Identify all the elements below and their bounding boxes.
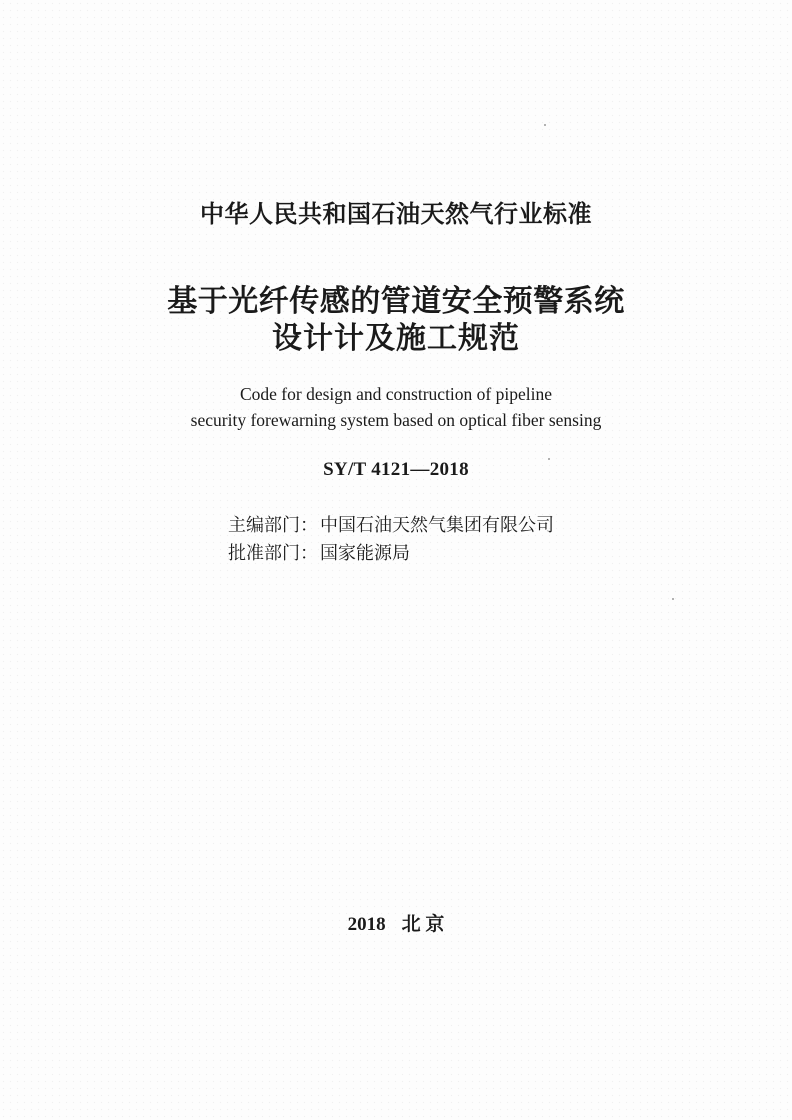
approving-department-row bbox=[228, 539, 410, 565]
industry-standard-heading: 中华人民共和国石油天然气行业标准 bbox=[200, 200, 592, 228]
compiling-department-label: 主编部门： bbox=[228, 515, 318, 536]
english-title-line-1: Code for design and construction of pipeline bbox=[239, 384, 552, 404]
scan-speck bbox=[548, 458, 550, 460]
standard-code: SY/T 4121—2018 bbox=[323, 459, 469, 480]
document-title-line-2: 设计计及施工规范 bbox=[272, 321, 520, 356]
compiling-department-row bbox=[228, 511, 554, 537]
compiling-department-value: 中国石油天然气集团有限公司 bbox=[320, 515, 554, 536]
publication-year: 2018 bbox=[347, 914, 386, 935]
approving-department-label: 批准部门： bbox=[228, 543, 318, 564]
approving-department-value: 国家能源局 bbox=[320, 543, 410, 564]
publication-city: 北 京 bbox=[401, 914, 445, 935]
scan-speck bbox=[672, 598, 674, 600]
publication-imprint bbox=[0, 909, 792, 936]
english-title-line-2: security forewarning system based on optical fiber sensing bbox=[190, 410, 602, 430]
scan-speck bbox=[544, 124, 546, 126]
document-title-line-1: 基于光纤传感的管道安全预警系统 bbox=[167, 284, 625, 319]
